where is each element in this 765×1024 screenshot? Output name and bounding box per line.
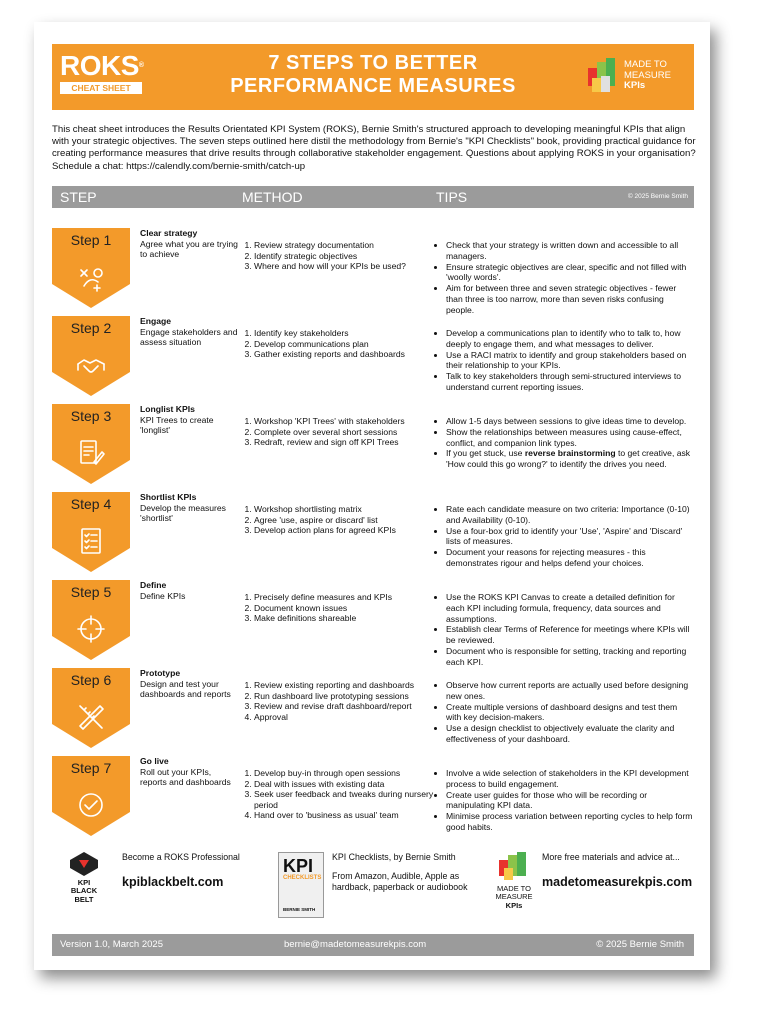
step-row bbox=[52, 404, 694, 492]
step-title: Longlist KPIs bbox=[140, 404, 195, 414]
step-row bbox=[52, 580, 694, 668]
step-description: Design and test your dashboards and reports bbox=[140, 678, 231, 699]
step-description: KPI Trees to create 'longlist' bbox=[140, 414, 214, 435]
method-item: 3. Redraft, review and sign off KPI Trees bbox=[254, 437, 438, 448]
step-chevron bbox=[52, 756, 130, 836]
step-title: Engage bbox=[140, 316, 172, 326]
kbb-promo bbox=[122, 852, 262, 888]
method-list bbox=[238, 504, 438, 536]
promos bbox=[52, 852, 694, 932]
mtm-logo-line-1: MADE TO bbox=[497, 883, 531, 893]
method-item: 3. Where and how will your KPIs be used? bbox=[254, 261, 438, 272]
step-row bbox=[52, 316, 694, 404]
mtm-footer-logo bbox=[490, 852, 538, 910]
tip-item: • Use a four-box grid to identify your 'Use', 'Aspire' and 'Discard' lists of measures. bbox=[446, 526, 694, 548]
step-chevron bbox=[52, 316, 130, 396]
table-header bbox=[52, 186, 694, 208]
step-label: Step 7 bbox=[70, 760, 112, 776]
method-list bbox=[238, 768, 438, 821]
header-banner bbox=[52, 44, 694, 110]
step-chevron bbox=[52, 228, 130, 308]
step-chevron bbox=[52, 668, 130, 748]
made-to-measure-logo bbox=[588, 58, 684, 98]
mtm-link[interactable]: madetomeasurekpis.com bbox=[542, 875, 693, 889]
step-label: Step 2 bbox=[70, 320, 112, 336]
method-item: 4. Hand over to 'business as usual' team bbox=[254, 810, 438, 821]
tip-item: • Allow 1-5 days between sessions to give ideas time to develop. bbox=[446, 416, 694, 427]
method-item: 2. Develop communications plan bbox=[254, 339, 438, 350]
book-cover-subtitle: CHECKLISTS bbox=[283, 875, 322, 881]
pencil-ruler-icon bbox=[76, 702, 106, 732]
title-line-1: 7 STEPS TO BETTER bbox=[268, 52, 478, 74]
header-copyright: © 2025 Bernie Smith bbox=[627, 193, 688, 200]
step-label: Step 1 bbox=[70, 232, 112, 248]
step-description: Define KPIs bbox=[140, 590, 186, 601]
method-item: 3. Gather existing reports and dashboards bbox=[254, 349, 438, 360]
method-item: 3. Develop action plans for agreed KPIs bbox=[254, 525, 438, 536]
method-item: 1. Precisely define measures and KPIs bbox=[254, 592, 438, 603]
step-description: Develop the measures 'shortlist' bbox=[140, 502, 226, 523]
method-item: 2. Run dashboard live prototyping sessions bbox=[254, 691, 438, 702]
method-item: 1. Review existing reporting and dashboards bbox=[254, 680, 438, 691]
tip-item: • Aim for between three and seven strategic objectives - fewer than three is too narrow, more than seven risks confusing people. bbox=[446, 283, 694, 315]
tip-item: • Check that your strategy is written down and accessible to all managers. bbox=[446, 240, 694, 262]
tip-item: • Develop a communications plan to identify who to talk to, how deeply to engage them, and what messages to deliver. bbox=[446, 328, 694, 350]
tip-item: • Rate each candidate measure on two criteria: Importance (0-10) and Availability (0-10). bbox=[446, 504, 694, 526]
logo-line-1: MADE TO bbox=[624, 59, 667, 70]
roks-brand: ROKS bbox=[60, 50, 139, 81]
kbb-logo-line-1: KPI bbox=[77, 877, 91, 887]
method-list bbox=[238, 416, 438, 448]
method-item: 2. Agree 'use, aspire or discard' list bbox=[254, 515, 438, 526]
tip-item: • If you get stuck, use reverse brainstorming to get creative, ask 'How could this go wrong?' to identify the drives you need. bbox=[446, 448, 694, 470]
step-title: Define bbox=[140, 580, 167, 590]
method-item: 2. Complete over several short sessions bbox=[254, 427, 438, 438]
method-item: 2. Deal with issues with existing data bbox=[254, 779, 438, 790]
method-item: 1. Workshop shortlisting matrix bbox=[254, 504, 438, 515]
tip-item: • Use the ROKS KPI Canvas to create a detailed definition for each KPI including formula, frequency, data sources and assumptions. bbox=[446, 592, 694, 624]
title-line-2: PERFORMANCE MEASURES bbox=[230, 75, 516, 97]
step-label: Step 4 bbox=[70, 496, 112, 512]
black-belt-icon bbox=[70, 852, 98, 876]
step-chevron bbox=[52, 580, 130, 660]
kbb-text: Become a ROKS Professional bbox=[122, 852, 240, 862]
mtm-text: More free materials and advice at... bbox=[542, 852, 680, 862]
kbb-logo-line-2: BLACK bbox=[70, 886, 98, 895]
tip-item: • Show the relationships between measures using cause-effect, conflict, and companion link types. bbox=[446, 427, 694, 449]
method-item: 1. Identify key stakeholders bbox=[254, 328, 438, 339]
header-tips: TIPS bbox=[436, 189, 468, 205]
step-chevron bbox=[52, 404, 130, 484]
tips-list bbox=[432, 240, 694, 316]
book-cover-title: KPI bbox=[283, 856, 314, 876]
footer-email[interactable]: bernie@madetomeasurekpis.com bbox=[284, 939, 427, 950]
method-item: 3. Seek user feedback and tweaks during nursery period bbox=[254, 789, 438, 810]
tips-list bbox=[432, 328, 694, 393]
step-title: Clear strategy bbox=[140, 228, 198, 238]
step-description: Roll out your KPIs, reports and dashboards bbox=[140, 766, 231, 787]
checklist-icon bbox=[76, 526, 106, 556]
step-row bbox=[52, 492, 694, 580]
book-promo bbox=[332, 852, 482, 893]
book-cover-author: BERNIE SMITH bbox=[283, 907, 316, 912]
method-list bbox=[238, 592, 438, 624]
crosshair-icon bbox=[76, 614, 106, 644]
handshake-icon bbox=[76, 350, 106, 380]
tip-item: • Establish clear Terms of Reference for meetings where KPIs will be reviewed. bbox=[446, 624, 694, 646]
tip-item: • Minimise process variation between reporting cycles to help form good habits. bbox=[446, 811, 694, 833]
book-cover bbox=[278, 852, 324, 918]
strategy-play-icon bbox=[76, 262, 106, 292]
step-chevron bbox=[52, 492, 130, 572]
step-title: Go live bbox=[140, 756, 169, 766]
step-description: Agree what you are trying to achieve bbox=[140, 238, 238, 259]
step-title: Shortlist KPIs bbox=[140, 492, 197, 502]
method-item: 2. Document known issues bbox=[254, 603, 438, 614]
logo-line-3: KPIs bbox=[624, 80, 646, 91]
step-label: Step 6 bbox=[70, 672, 112, 688]
method-item: 2. Identify strategic objectives bbox=[254, 251, 438, 262]
method-item: 3. Review and revise draft dashboard/report bbox=[254, 701, 438, 712]
step-title: Prototype bbox=[140, 668, 181, 678]
step-row bbox=[52, 228, 694, 316]
book-formats: From Amazon, Audible, Apple as hardback, paperback or audiobook bbox=[332, 871, 468, 892]
method-item: 1. Develop buy-in through open sessions bbox=[254, 768, 438, 779]
tip-item: • Use a design checklist to objectively evaluate the clarity and effectiveness of your dashboard. bbox=[446, 723, 694, 745]
footer-bar bbox=[52, 934, 694, 956]
roks-logo: ROKS® CHEAT SHEET bbox=[60, 50, 144, 93]
method-list bbox=[238, 240, 438, 272]
tip-item: • Involve a wide selection of stakeholders in the KPI development process to build engagement. bbox=[446, 768, 694, 790]
step-label: Step 3 bbox=[70, 408, 112, 424]
footer-version: Version 1.0, March 2025 bbox=[60, 939, 163, 950]
method-list bbox=[238, 328, 438, 360]
header-method: METHOD bbox=[242, 189, 303, 205]
kbb-logo-line-3: BELT bbox=[74, 894, 94, 904]
mtm-logo-line-3: KPIs bbox=[505, 900, 523, 910]
method-item: 3. Make definitions shareable bbox=[254, 613, 438, 624]
document-edit-icon bbox=[76, 438, 106, 468]
step-description: Engage stakeholders and assess situation bbox=[140, 326, 238, 347]
cubes-icon bbox=[588, 58, 618, 94]
book-text: KPI Checklists, by Bernie Smith bbox=[332, 852, 456, 862]
intro-paragraph: This cheat sheet introduces the Results Orientated KPI System (ROKS), Bernie Smith's structured approach to developing meaningful KPIs that align with your strategic objectives. The seven steps outlined here distil the methodology from Bernie's "KPI Checklists" book, providing practical guidance for creating performance measures that drive results through collaborative stakeholder engagement. Questions about applying ROKS in your organisation? Schedule a chat: https://calendly.com/bernie-smith/catch-up bbox=[52, 124, 696, 172]
logo-line-2: MEASURE bbox=[624, 69, 671, 81]
tip-item: • Create multiple versions of dashboard designs and test them with key decision-makers. bbox=[446, 702, 694, 724]
cheat-sheet-label: CHEAT SHEET bbox=[60, 82, 142, 94]
tip-item: • Create user guides for those who will be recording or manipulating KPI data. bbox=[446, 790, 694, 812]
tips-list bbox=[432, 504, 694, 569]
method-list bbox=[238, 680, 438, 722]
tip-item: • Document your reasons for rejecting measures - this demonstrates rigour and helps defend your choices. bbox=[446, 547, 694, 569]
tip-item: • Document who is responsible for setting, tracking and reporting each KPI. bbox=[446, 646, 694, 668]
tip-item: • Ensure strategic objectives are clear, specific and not filled with 'woolly words'. bbox=[446, 262, 694, 284]
tips-list bbox=[432, 416, 694, 470]
cheat-sheet-page bbox=[34, 22, 710, 970]
step-row bbox=[52, 756, 694, 844]
method-item: 1. Review strategy documentation bbox=[254, 240, 438, 251]
method-item: 1. Workshop 'KPI Trees' with stakeholders bbox=[254, 416, 438, 427]
method-item: 4. Approval bbox=[254, 712, 438, 723]
tips-list bbox=[432, 680, 694, 745]
kbb-link[interactable]: kpiblackbelt.com bbox=[122, 875, 224, 889]
tip-item: • Talk to key stakeholders through semi-structured interviews to understand current reporting issues. bbox=[446, 371, 694, 393]
mtm-promo bbox=[542, 852, 702, 888]
footer-copyright: © 2025 Bernie Smith bbox=[596, 939, 684, 950]
header-step: STEP bbox=[60, 189, 97, 205]
check-circle-icon bbox=[76, 790, 106, 820]
tip-item: • Observe how current reports are actually used before designing new ones. bbox=[446, 680, 694, 702]
kpi-black-belt-logo bbox=[60, 852, 108, 904]
tips-list bbox=[432, 592, 694, 668]
step-label: Step 5 bbox=[70, 584, 112, 600]
tip-item: • Use a RACI matrix to identify and group stakeholders based on their relationship to your KPIs. bbox=[446, 350, 694, 372]
tips-list bbox=[432, 768, 694, 833]
mtm-logo-line-2: MEASURE bbox=[495, 892, 533, 901]
step-row bbox=[52, 668, 694, 756]
cubes-icon bbox=[499, 852, 529, 882]
